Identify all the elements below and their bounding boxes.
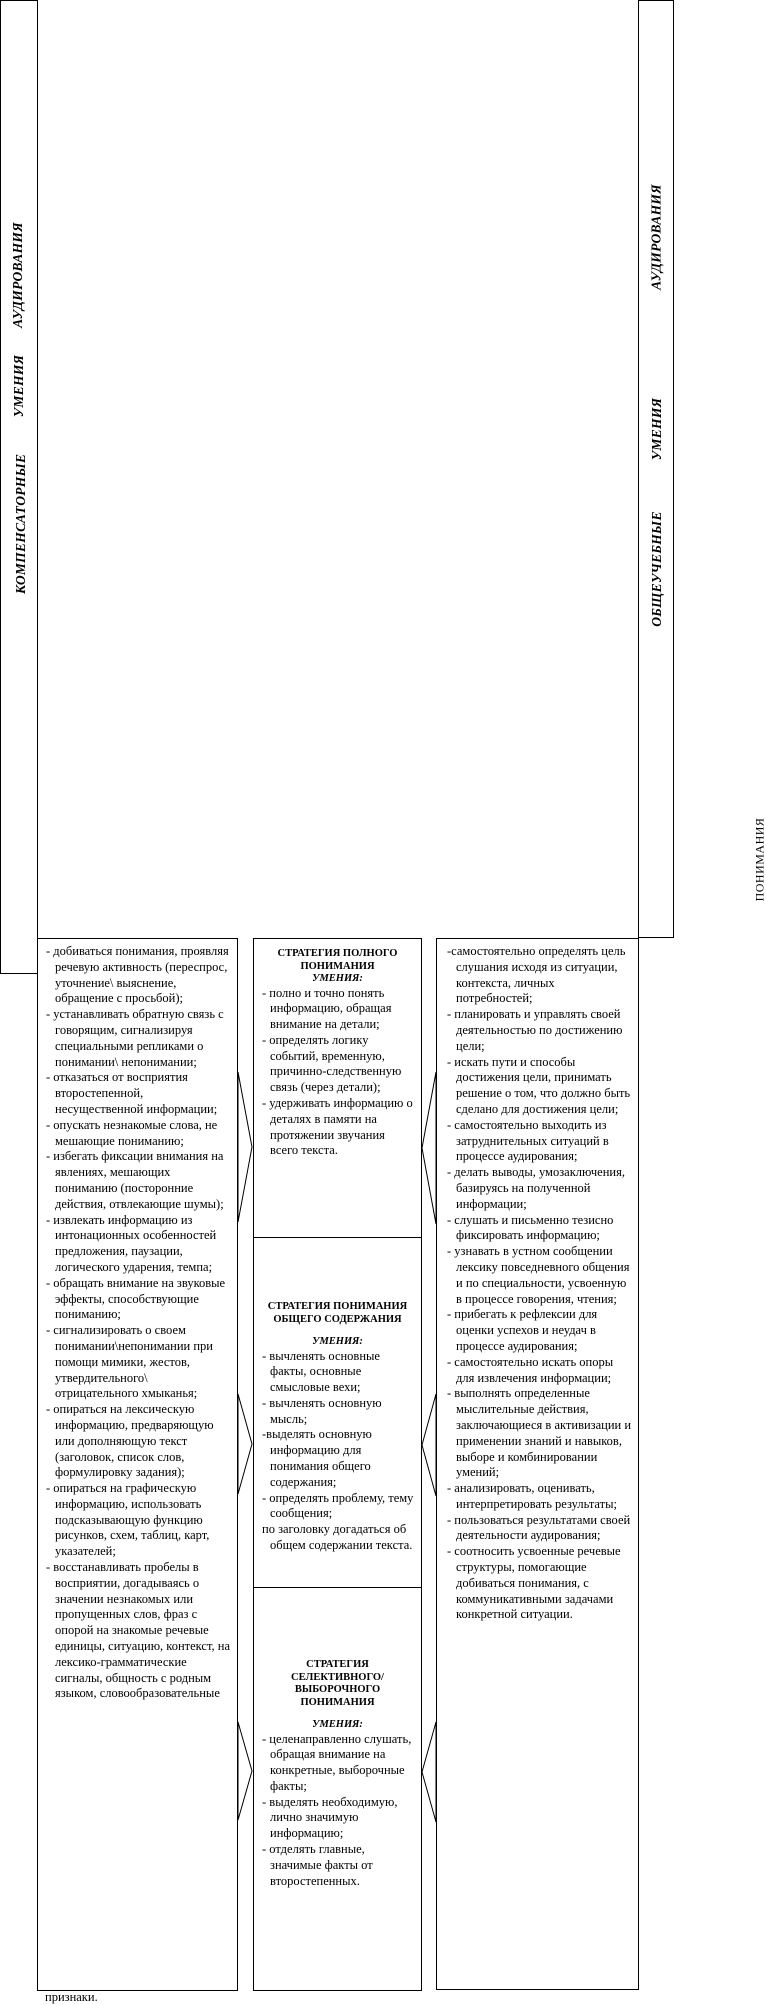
- skill-item: - устанавливать обратную связь с говорящим, сигнализируя специальными репликами о понимании\ непонимании;: [46, 1007, 224, 1069]
- strategy-item: - полно и точно понять информацию, обращая внимание на детали;: [262, 985, 392, 1032]
- skill-item: - узнавать в устном сообщении лексику повседневного общения и по специальности, усвоенную в процессе говорения, чтения;: [447, 1244, 630, 1306]
- arrow-right-3: [422, 1722, 436, 1822]
- skill-item: - делать выводы, умозаключения, базируясь на полученной информации;: [447, 1165, 625, 1211]
- skill-item: - слушать и письменно тезисно фиксировать информацию;: [447, 1212, 614, 1243]
- skill-item: - планировать и управлять своей деятельностью по достижению цели;: [447, 1007, 623, 1053]
- skill-item: -самостоятельно определять цель слушания исходя из ситуации, контекста, личных потребностей;: [447, 944, 626, 1006]
- skill-item: - прибегать к рефлексии для оценки успехов и неудач в процессе аудирования;: [447, 1307, 598, 1353]
- left-title-word-1: КОМПЕНСАТОРНЫЕ: [13, 453, 28, 594]
- skill-item: - опираться на лексическую информацию, предваряющую или дополняющую текст (заголовок, список слов, формулировку задания);: [46, 1402, 214, 1480]
- strategy-title: СТРАТЕГИЯ ПОЛНОГО ПОНИМАНИЯ: [277, 948, 398, 972]
- arrow-right-2: [422, 1394, 436, 1496]
- outer-label: ПОНИМАНИЯ: [752, 817, 766, 902]
- arrow-left-1: [238, 1072, 252, 1222]
- skill-item: - извлекать информацию из интонационных особенностей предложения, паузации, логического ударения, темпа;: [46, 1212, 217, 1274]
- arrow-right-1: [422, 1072, 436, 1224]
- skill-item: - выполнять определенные мыслительные действия, заключающиеся в активизации и применении знаний и навыков, выборе и комбинировании умений;: [447, 1386, 632, 1480]
- left-title-word-3: АУДИРОВАНИЯ: [10, 222, 25, 328]
- skill-item: - анализировать, оценивать, интерпретировать результаты;: [447, 1481, 617, 1511]
- strategy-item: - определять проблему, тему сообщения;: [262, 1490, 414, 1521]
- strategy-item: - выделять необходимую, лично значимую информацию;: [262, 1794, 398, 1841]
- compensatory-skills-overflow: признаки.: [45, 1990, 98, 2004]
- skill-item: - восстанавливать пробелы в восприятии, догадываясь о значении незнакомых или пропущенных слов, фраз с опорой на знакомые речевые единицы, ситуацию, контекст, на лексико-грамматические сигналы, общность с родным языком, словообразовательные: [46, 1560, 230, 1701]
- strategy-title: СТРАТЕГИЯ ПОНИМАНИЯ ОБЩЕГО СОДЕРЖАНИЯ: [267, 1301, 408, 1325]
- strategy-item: - вычленять основную мысль;: [262, 1395, 382, 1426]
- skill-item: - самостоятельно искать опоры для извлечения информации;: [447, 1354, 614, 1385]
- skill-item: - опираться на графическую информацию, использовать подсказывающую функцию рисунков, схем, таблиц, карт, указателей;: [46, 1481, 210, 1559]
- skill-item: - избегать фиксации внимания на явлениях, мешающих пониманию (посторонние действия, отвлекающие шумы);: [46, 1149, 224, 1211]
- strategy-subtitle: УМЕНИЯ:: [312, 973, 363, 984]
- arrow-left-3: [238, 1722, 252, 1820]
- strategy-item: по заголовку догадаться об общем содержании текста.: [262, 1522, 413, 1553]
- skill-item: - пользоваться результатами своей деятельности аудирования;: [447, 1512, 631, 1543]
- strategy-title: СТРАТЕГИЯ СЕЛЕКТИВНОГО/ ВЫБОРОЧНОГО ПОНИМАНИЯ: [291, 1659, 384, 1708]
- left-title-word-2: УМЕНИЯ: [11, 354, 26, 418]
- right-title-word-1: ОБЩЕУЧЕБНЫЕ: [649, 511, 664, 627]
- strategy-subtitle: УМЕНИЯ:: [312, 1336, 363, 1347]
- skill-item: - сигнализировать о своем понимании\непонимании при помощи мимики, жестов, утвердительного\ отрицательного хмыканья;: [46, 1323, 213, 1401]
- skill-item: - самостоятельно выходить из затруднительных ситуаций в процессе аудирования;: [447, 1117, 609, 1164]
- skill-item: - обращать внимание на звуковые эффекты, способствующие пониманию;: [46, 1275, 226, 1322]
- strategy-item: - удерживать информацию о деталях в памяти на протяжении звучания всего текста.: [262, 1096, 413, 1158]
- strategy-item: - вычленять основные факты, основные смысловые вехи;: [262, 1348, 380, 1395]
- strategy-subtitle: УМЕНИЯ:: [312, 1719, 363, 1730]
- right-title-word-3: АУДИРОВАНИЯ: [648, 184, 664, 290]
- arrow-left-2: [238, 1394, 252, 1494]
- strategy-item: - целенаправленно слушать, обращая внимание на конкретные, выборочные факты;: [262, 1731, 412, 1793]
- strategy-item: - отделять главные, значимые факты от второстепенных.: [262, 1842, 373, 1888]
- right-title-word-2: УМЕНИЯ: [649, 397, 664, 461]
- skill-item: - отказаться от восприятия второстепенной, несущественной информации;: [46, 1070, 218, 1116]
- skill-item: - соотносить усвоенные речевые структуры, помогающие добиваться понимания, с коммуникативными задачами конкретной ситуации.: [447, 1544, 621, 1622]
- skill-item: - искать пути и способы достижения цели, принимать решение о том, что должно быть сделано для достижения цели;: [447, 1054, 631, 1116]
- strategy-item: -выделять основную информацию для понимания общего содержания;: [262, 1427, 372, 1489]
- skill-item: - опускать незнакомые слова, не мешающие пониманию;: [46, 1117, 218, 1148]
- skill-item: - добиваться понимания, проявляя речевую активность (переспрос, уточнение\ выяснение, обращение с просьбой);: [46, 944, 229, 1006]
- strategy-item: - определять логику событий, временную, причинно-следственную связь (через детали);: [262, 1032, 402, 1095]
